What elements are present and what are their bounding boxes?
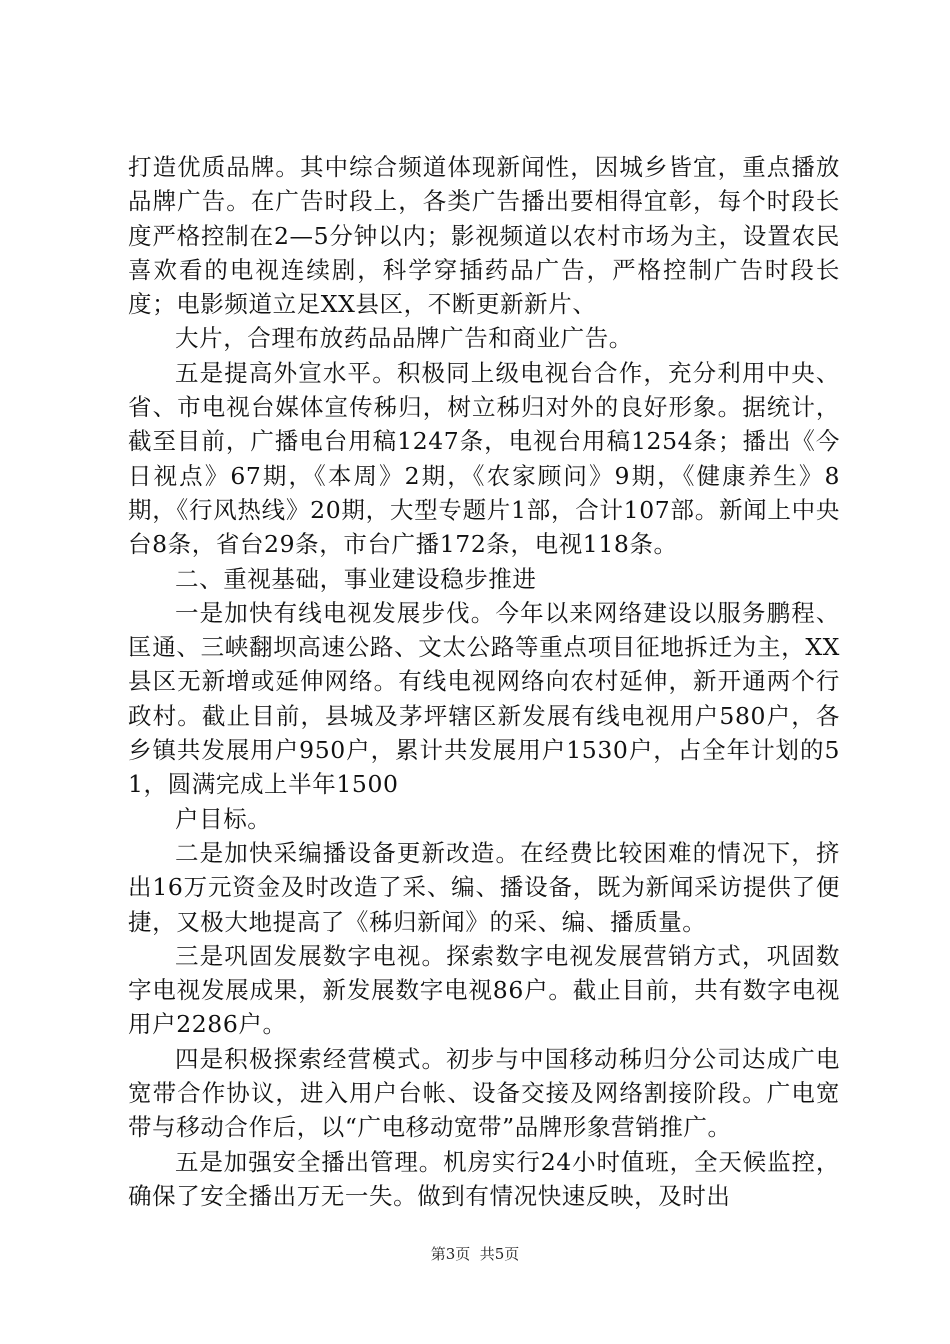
- paragraph: 户目标。: [175, 804, 272, 833]
- document-body: [128, 150, 840, 1213]
- page-number: 第3页 共5页: [430, 1245, 520, 1263]
- paragraph: 二是加快采编播设备更新改造。在经费比较困难的情况下，挤出16万元资金及时改造了采、编、播设备，既为新闻采访提供了便捷，又极大地提高了《秭归新闻》的采、编、播质量。: [128, 838, 840, 936]
- paragraph: 五是提高外宣水平。积极同上级电视台合作，充分利用中央、省、市电视台媒体宣传秭归，树立秭归对外的良好形象。据统计，截至目前，广播电台用稿1247条，电视台用稿1254条；播出《今日视点》67期，《本周》2期，《农家顾问》9期，《健康养生》8期，《行风热线》20期，大型专题片1部，合计107部。新闻上中央台8条，省台29条，市台广播172条，电视118条。: [128, 358, 840, 559]
- paragraph: 打造优质品牌。其中综合频道体现新闻性，因城乡皆宜，重点播放品牌广告。在广告时段上，各类广告播出要相得宜彰，每个时段长度严格控制在2—5分钟以内；影视频道以农村市场为主，设置农民喜欢看的电视连续剧，科学穿插药品广告，严格控制广告时段长度；电影频道立足XX县区，不断更新新片、: [128, 153, 840, 319]
- page-footer: [0, 1244, 950, 1264]
- paragraph: 三是巩固发展数字电视。探索数字电视发展营销方式，巩固数字电视发展成果，新发展数字电视86户。截止目前，共有数字电视用户2286户。: [128, 941, 840, 1039]
- paragraph: 四是积极探索经营模式。初步与中国移动秭归分公司达成广电宽带合作协议，进入用户台帐、设备交接及网络割接阶段。广电宽带与移动合作后，以“广电移动宽带”品牌形象营销推广。: [128, 1044, 840, 1142]
- paragraph: 五是加强安全播出管理。机房实行24小时值班，全天候监控，确保了安全播出万无一失。做到有情况快速反映，及时出: [128, 1147, 840, 1210]
- paragraph: 一是加快有线电视发展步伐。今年以来网络建设以服务鹏程、匡通、三峡翻坝高速公路、文太公路等重点项目征地拆迁为主，XX县区无新增或延伸网络。有线电视网络向农村延伸，新开通两个行政村。截止目前，县城及茅坪辖区新发展有线电视用户580户，各乡镇共发展用户950户，累计共发展用户1530户，占全年计划的51，圆满完成上半年1500: [128, 598, 840, 799]
- paragraph: 大片，合理布放药品品牌广告和商业广告。: [175, 324, 633, 353]
- section-heading: 二、重视基础，事业建设稳步推进: [175, 564, 537, 593]
